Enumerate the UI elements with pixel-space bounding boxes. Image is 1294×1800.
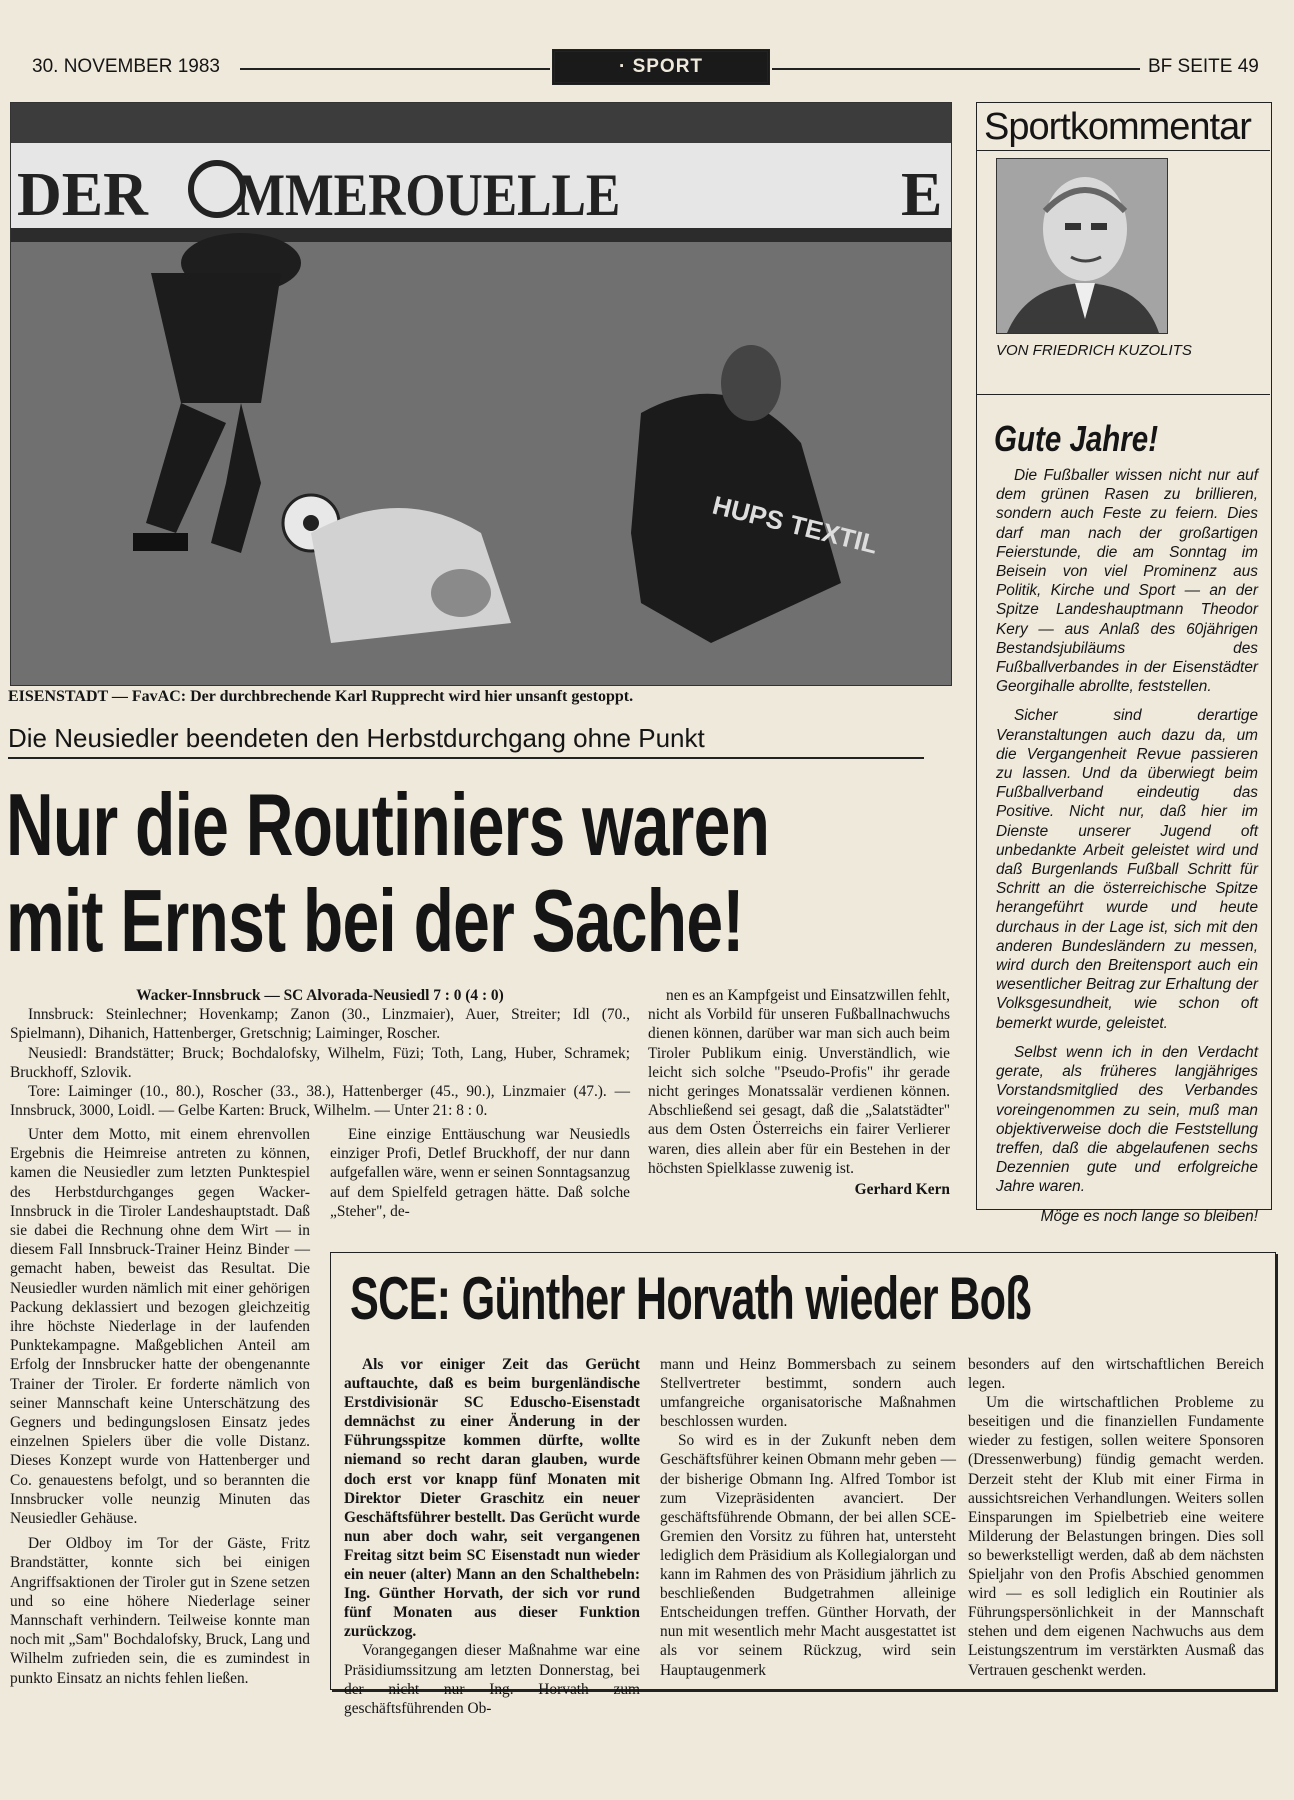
sce-column-3 [968, 1355, 1264, 1680]
sce-paragraph: Vorangegangen dieser Maßnahme war eine Präsidiumssitzung am letzten Donnerstag, bei der nicht nur Ing. Horvath zum geschäftsführenden Ob- [344, 1642, 640, 1717]
headline-line-2: mit Ernst bei der Sache! [6, 871, 744, 970]
commentary-paragraph: Sicher sind derartige Veranstaltungen auch dazu da, um die Vergangenheit Revue passieren zu lassen. Und da überwiegt beim Fußballverband eindeutig das Positive. Nicht nur, daß hier im Dienste unserer Jugend oft unbedankte Arbeit geleistet wird und daß Burgenlands Fußball Schritt für Schritt an die österreichische Spitze herangeführt wurde und heute durchaus in der Lage ist, sich mit den anderen Bundesländern zu messen, wird durch den Breitensport auch ein wesentlicher Beitrag zur Erhaltung der Volksgesundheit, wie schon oft bemerkt wurde, geleistet. [996, 707, 1258, 1032]
commentary-headline: Gute Jahre! [994, 418, 1159, 459]
sce-paragraph: So wird es in der Zukunft neben dem Geschäftsführer keinen Obmann mehr geben — der bisherige Obmann Ing. Alfred Tombor ist zum Vizepräsidenten avanciert. Der geschäftsführende Obmann, der bei allen SCE-Gremien den Vorsitz zu führen hat, untersteht lediglich dem Präsidium als Kollegialorgan und kann im Rahmen des von Präsidium jährlich zu beschließenden Budgetrahmen alleinige Entscheidungen treffen. Günther Horvath, der nun mit wesentlich mehr Macht ausgestattet ist als vor seinem Rückzug, wird sein Hauptaugenmerk [660, 1432, 956, 1679]
match-photo [10, 102, 952, 686]
section-label: · SPORT [552, 49, 770, 85]
article-author: Gerhard Kern [854, 1181, 950, 1199]
sce-lead: Als vor einiger Zeit das Gerücht auftauchte, daß es beim burgenländische Erstdivisionär SC Eduscho-Eisenstadt demnächst zu einer Änderung in der Führungsspitze kommen dürfte, wollte niemand so recht daran glauben, wurde doch erst vor knapp fünf Monaten mit Direktor Dieter Graschitz ein neuer Geschäftsführer bestellt. Das Gerücht wurde nun aber doch wahr, seit vergangenen Freitag sitzt beim SC Eisenstadt nun wieder ein neuer (alter) Mann an den Schalthebeln: Ing. Günther Horvath, der sich vor rund fünf Monaten aus dieser Funktion zurückzog. [344, 1356, 640, 1641]
sce-headline: SCE: Günther Horvath wieder Boß [350, 1265, 1031, 1332]
article-column-3 [648, 986, 950, 1199]
lineup-innsbruck: Innsbruck: Steinlechner; Hovenkamp; Zanon (30., Linzmaier), Auer, Streiter; Idl (70., Spielmann), Dihanich, Hattenberger, Gretschnig; Laiminger, Roscher. [10, 1006, 630, 1043]
results-title: Wacker-Innsbruck — SC Alvorada-Neusiedl 7 : 0 (4 : 0) [136, 987, 504, 1004]
banner-text: MMEROUELLE [236, 162, 621, 229]
match-results [10, 986, 630, 1120]
sce-column-1 [344, 1355, 640, 1718]
svg-text:DER: DER [17, 161, 148, 229]
article-paragraph: Der Oldboy im Tor der Gäste, Fritz Brandstätter, konnte sich bei einigen Angriffsaktionen der Tiroler gut in Szene setzen und so eine höhere Niederlage seiner Mannschaft verhindern. Teilweise konnte man noch mit „Sam" Bochdalofsky, Bruck, Lang und Wilhelm zufrieden sein, die es zumindest in punkto Einsatz an nichts fehlen ließen. [10, 1535, 310, 1687]
header-rule-right [772, 68, 1140, 70]
commentary-title-rule [976, 150, 1270, 151]
article-column-2 [330, 1125, 630, 1221]
sce-column-2 [660, 1355, 956, 1680]
commentary-closing: Möge es noch lange so bleiben! [1040, 1207, 1258, 1225]
match-photo-illustration [11, 103, 951, 685]
commentary-title: Sportkommentar [984, 106, 1251, 148]
headline-line-1: Nur die Routiniers waren [6, 775, 770, 874]
lineup-neusiedl: Neusiedl: Brandstätter; Bruck; Bochdalofsky, Wilhelm, Füzi; Toth, Lang, Huber, Schramek; Bruckhoff, Szlovik. [10, 1044, 630, 1081]
commentary-paragraph: Die Fußballer wissen nicht nur auf dem grünen Rasen zu brillieren, sondern auch Feste zu feiern. Dies darf man nach der großartigen Feierstunde, die am Sonntag im Beisein von viel Prominenz aus Politik, Kirche und Sport — an der Spitze Landeshauptmann Theodor Kery — aus Anlaß des 60jährigen Bestandsjubiläums des Fußballverbandes in der Eisenstädter Georgihalle abrollte, feststellen. [996, 467, 1258, 696]
article-paragraph: Unter dem Motto, mit einem ehrenvollen Ergebnis die Heimreise antreten zu können, kamen die Neusiedler zum letzten Punktespiel des Herbstdurchganges gegen Wacker-Innsbruck in die Tiroler Landeshauptstadt. Daß sie dabei die Rechnung ohne dem Wirt — in diesem Fall Innsbruck-Trainer Heinz Binder — gemacht haben, beweist das Resultat. Die Neusiedler wurden nämlich mit einer gehörigen Packung deklassiert und bezogen gleichzeitig ihre höchste Niederlage in der laufenden Punktekampagne. Maßgeblichen Anteil am Erfolg der Innsbrucker hatte der obengenannte Trainer der Tiroler. Er forderte nämlich von seiner Mannschaft keine Unterschätzung des Gegners und bedingungslosen Einsatz jedes einzelnen Spielers über die volle Distanz. Dieses Konzept wurde von Hattenberger und Co. genauestens befolgt, und so berannten die Innsbrucker volle neunzig Minuten das Neusiedler Gehäuse. [10, 1126, 310, 1528]
article-kicker: Die Neusiedler beendeten den Herbstdurchgang ohne Punkt [8, 723, 705, 753]
sce-paragraph: besonders auf den wirtschaftlichen Bereich legen. [968, 1356, 1264, 1393]
sce-paragraph: mann und Heinz Bommersbach zu seinem Stellvertreter bestimmt, sondern auch umfangreiche organisatorische Maßnahmen beschlossen wurden. [660, 1356, 956, 1431]
portrait-illustration [997, 159, 1167, 333]
photo-caption: EISENSTADT — FavAC: Der durchbrechende Karl Rupprecht wird hier unsanft gestoppt. [8, 688, 634, 705]
issue-date: 30. NOVEMBER 1983 [32, 56, 220, 77]
page-number: BF SEITE 49 [1148, 56, 1259, 77]
kicker-rule [8, 757, 924, 759]
jersey-text: HUPS TEXTIL [709, 489, 881, 560]
sce-paragraph: Um die wirtschaftlichen Probleme zu beseitigen und die finanziellen Fundamente wieder zu festigen, sollen weitere Sponsoren (Dressenwerbung) fündig gemacht werden. Derzeit steht der Klub mit einer Firma in aussichtsreichen Verhandlungen. Weiters sollen Einsparungen im Spielbetrieb eine weitere Milderung der Belastungen bringen. Dies soll so bewerkstelligt werden, daß ab dem nächsten Spieljahr von den Profis Abschied genommen wird — es soll lediglich ein Routinier als Führungspersönlichkeit in der Mannschaft stehen und dem eigenen Nachwuchs aus dem Leistungszentrum im verstärkten Ausmaß das Vertrauen geschenkt werden. [968, 1394, 1264, 1679]
article-paragraph: nen es an Kampfgeist und Einsatzwillen fehlt, nicht als Vorbild für unseren Fußballnachwuchs dienen können, darüber war man sich auch beim Tiroler Publikum einig. Unverständlich, wie leicht sich solche "Pseudo-Profis" ihr gerade nicht geringes Monatssalär verdienen können. Abschließend sei gesagt, daß die „Salatstädter" aus dem Osten Österreichs ein fairer Verlierer waren, dies allein aber für ein Bestehen in der höchsten Spielklasse zuwenig ist. [648, 987, 950, 1177]
author-portrait [996, 158, 1168, 334]
svg-text:E: E [901, 161, 943, 229]
commentary-byline: VON FRIEDRICH KUZOLITS [996, 342, 1192, 359]
article-paragraph: Eine einzige Enttäuschung war Neusiedls einziger Profi, Detlef Bruckhoff, der nur dann aufgefallen wäre, wenn er seinen Sonntagsanzug auf dem Spielfeld getragen hätte. Daß solche „Steher", de- [330, 1126, 630, 1220]
byline-rule [976, 394, 1270, 395]
commentary-paragraph: Selbst wenn ich in den Verdacht gerate, als früheres langjähriges Vorstandsmitglied des Verbandes voreingenommen zu sein, muß man objektiverweise doch die Feststellung treffen, daß die abgelaufenen sechs Dezennien gute und erfolgreiche Jahre waren. [996, 1043, 1258, 1196]
commentary-body [996, 466, 1258, 1226]
header-rule-left [240, 68, 550, 70]
article-column-1 [10, 1125, 310, 1688]
goals-line: Tore: Laiminger (10., 80.), Roscher (33., 38.), Hattenberger (45., 90.), Linzmaier (47.). — Innsbruck, 3000, Loidl. — Gelbe Karten: Bruck, Wilhelm. — Unter 21: 8 : 0. [10, 1083, 630, 1120]
